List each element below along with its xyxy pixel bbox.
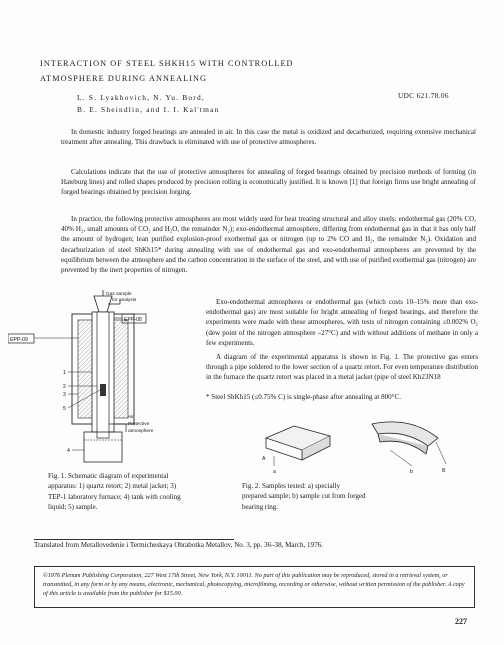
- fig2-label-b: b: [410, 469, 413, 475]
- article-title: [40, 56, 460, 86]
- copyright-notice: ©1976 Plenum Publishing Corporation, 227 West 17th Street, New York, N.Y. 10011. No part of this publication may be reproduced, stored in a retrieval system, or transmitted, in any form or by any means, electronic, mechanical, photocopying, microfilming, recording or otherwise, without written permission of the publisher. A copy of this article is available from the publisher for $15.00.: [34, 566, 475, 608]
- authors-line-1: L. S. Lyakhovich, N. Yu. Bord,: [77, 93, 205, 102]
- fig1-number-1: 1: [63, 370, 66, 376]
- fig2-label-B: B: [442, 468, 446, 474]
- figure-1-apparatus-diagram: [8, 290, 188, 468]
- figure-1-caption: Fig. 1. Schematic diagram of experimental apparatus: 1) quartz retort; 2) metal jacket; 3) TEP-1 laboratory furnace; 4) tank with cooling liquid; 5) sample.: [48, 472, 181, 512]
- fig1-gas-sample-label-2: for analysis: [112, 298, 137, 303]
- fig1-number-4: 4: [67, 448, 70, 454]
- fig1-gas-sample-label: Gas sample: [106, 292, 132, 297]
- fig1-epp09-label: EPP-09: [10, 337, 28, 343]
- paragraph-atmospheres: In practice, the following protective atmospheres are most widely used for heat treating structural and alloy steels: endothermal gas (20% CO, 40% H₂, small amounts of CO₂ and H₂O, the remainder N₂); exo-endothermal atmosphere, differing from endothermal gas in that it has only half the amount of hydrogen; lean purified explosion-proof exothermal gas or nitrogen (up to 2% CO and H₂, the remainder N₂). Oxidation and decarburization of steel ShKh15* during annealing with use of endothermal gas and exo-endothermal atmospheres are prevented by the equilibrium between the atmosphere and the carbon concentration in the surface of the steel, and with use of purified exothermal gas (nitrogen) are prevented by the inert properties of nitrogen.: [61, 215, 476, 275]
- fig1-atmosphere-label: atmosphere: [128, 429, 154, 434]
- fig1-number-5: 5: [63, 406, 66, 412]
- fig1-epp08-label: EPP-08: [124, 317, 142, 323]
- paragraph-calculations: Calculations indicate that the use of protective atmospheres for annealing of forged bearings obtained by precision methods of forming (in Hateburg lines) and rolled shapes produced by precision rolling is economically justified. It is known [1] that foreign firms use bright annealing of forged bearings obtained by precision forging.: [61, 168, 476, 197]
- fig1-protective-label: Protective: [128, 422, 150, 427]
- fig1-number-2: 2: [63, 384, 66, 390]
- figure-2-caption: Fig. 2. Samples tested: a) specially prepared sample; b) sample cut from forged bearing ring.: [242, 482, 366, 511]
- fig2-label-a: a: [273, 469, 276, 475]
- paragraph-intro: In domestic industry forged bearings are annealed in air. In this case the metal is oxidized and decarburized, requiring extensive mechanical treatment after annealing. This drawback is eliminated with use of protective atmospheres.: [61, 128, 476, 147]
- paragraph-exo-endothermal: Exo-endothermal atmospheres or endothermal gas (which costs 10–15% more than exo-endothermal gas) are most suitable for bright annealing of forged bearings, and therefore the experiments were made with these atmospheres, with tests of nitrogen containing ≤0.002% O₂ (dew point of the nitrogen atmosphere –27°C) and with without additions of methane in only a few experiments.: [206, 298, 478, 347]
- udc-code: UDC 621.78.06: [398, 92, 449, 100]
- title-line-2: ATMOSPHERE DURING ANNEALING: [40, 74, 208, 83]
- figure-2-samples-diagram: [260, 416, 452, 476]
- footnote: * Steel ShKh15 (≤0.75% C) is single-phase after annealing at 800°C.: [206, 393, 401, 401]
- fig1-air-label: Air: [128, 415, 134, 420]
- fig1-number-3: 3: [63, 392, 66, 398]
- fig2-label-A: A: [262, 456, 266, 462]
- title-line-1: INTERACTION OF STEEL SHKH15 WITH CONTROLLED: [40, 59, 294, 68]
- author-list: [77, 92, 367, 116]
- translation-note: Translated from Metallovedenie i Termicheskaya Obrabotka Metallov, No. 3, pp. 36–38, March, 1976.: [34, 541, 323, 549]
- paragraph-apparatus: A diagram of the experimental apparatus is shown in Fig. 1. The protective gas enters through a pipe soldered to the lower section of a quartz retort. For even temperature distribution in the furnace the quartz retort was placed in a metal jacket (pipe of steel Kh23N18: [206, 353, 478, 382]
- page-number: 227: [455, 617, 467, 626]
- authors-line-2: B. E. Sheindlin, and I. I. Kal'tman: [77, 105, 220, 114]
